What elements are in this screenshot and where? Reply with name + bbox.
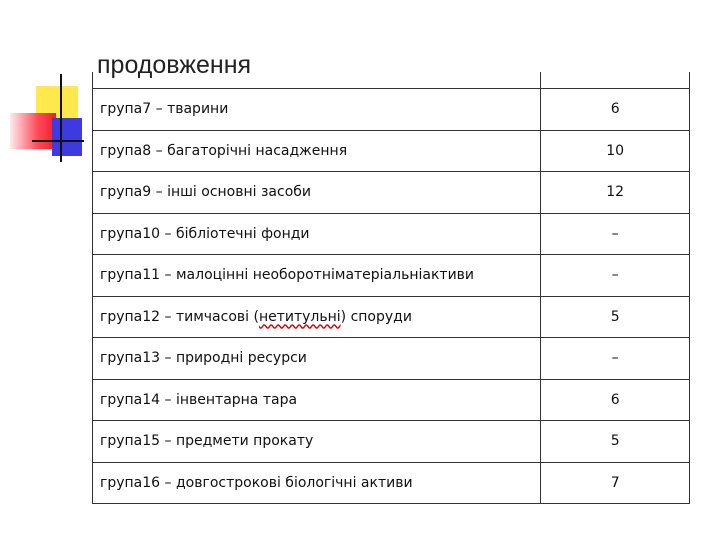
table-row [93,462,690,504]
table-top-stub-middle [540,72,541,88]
table-top-stub-right [689,72,690,88]
group-name-suffix: ) споруди [340,308,412,325]
decor-red-square [10,113,56,149]
table-row [93,130,690,172]
table-row [93,379,690,421]
table-row [93,89,690,131]
group-value-cell: 5 [541,421,690,463]
group-name-cell: група8 – багаторічні насадження [93,130,541,172]
table-row [93,255,690,297]
decor-blue-square [52,118,82,156]
group-name-cell: група9 – інші основні засоби [93,172,541,214]
group-value-cell: 7 [541,462,690,504]
table-row [93,172,690,214]
group-name-cell: група14 – інвентарна тара [93,379,541,421]
group-name-cell: група13 – природні ресурси [93,338,541,380]
group-name-cell: група15 – предмети прокату [93,421,541,463]
group-name-prefix: група12 – тимчасові ( [100,308,259,325]
decor-horizontal-line [32,140,84,142]
group-value-cell: 6 [541,89,690,131]
table-top-stub-left [92,72,93,88]
group-name-cell: група11 – малоцінні необоротніматеріальніактиви [93,255,541,297]
group-value-cell: – [541,213,690,255]
group-name-cell: група7 – тварини [93,89,541,131]
group-value-cell: – [541,255,690,297]
group-name-misspelled-word: нетитульні [258,308,341,325]
group-value-cell: 6 [541,379,690,421]
group-name-cell: група16 – довгострокові біологічні активи [93,462,541,504]
group-name-cell [93,296,541,338]
group-value-cell: – [541,338,690,380]
decor-vertical-line [60,74,62,162]
table-row [93,338,690,380]
table-row [93,296,690,338]
table-row [93,213,690,255]
table-row [93,421,690,463]
group-value-cell: 5 [541,296,690,338]
slide-title: продовження [97,51,252,79]
group-name-cell: група10 – бібліотечні фонди [93,213,541,255]
asset-groups-table [92,88,690,504]
group-value-cell: 10 [541,130,690,172]
group-value-cell: 12 [541,172,690,214]
